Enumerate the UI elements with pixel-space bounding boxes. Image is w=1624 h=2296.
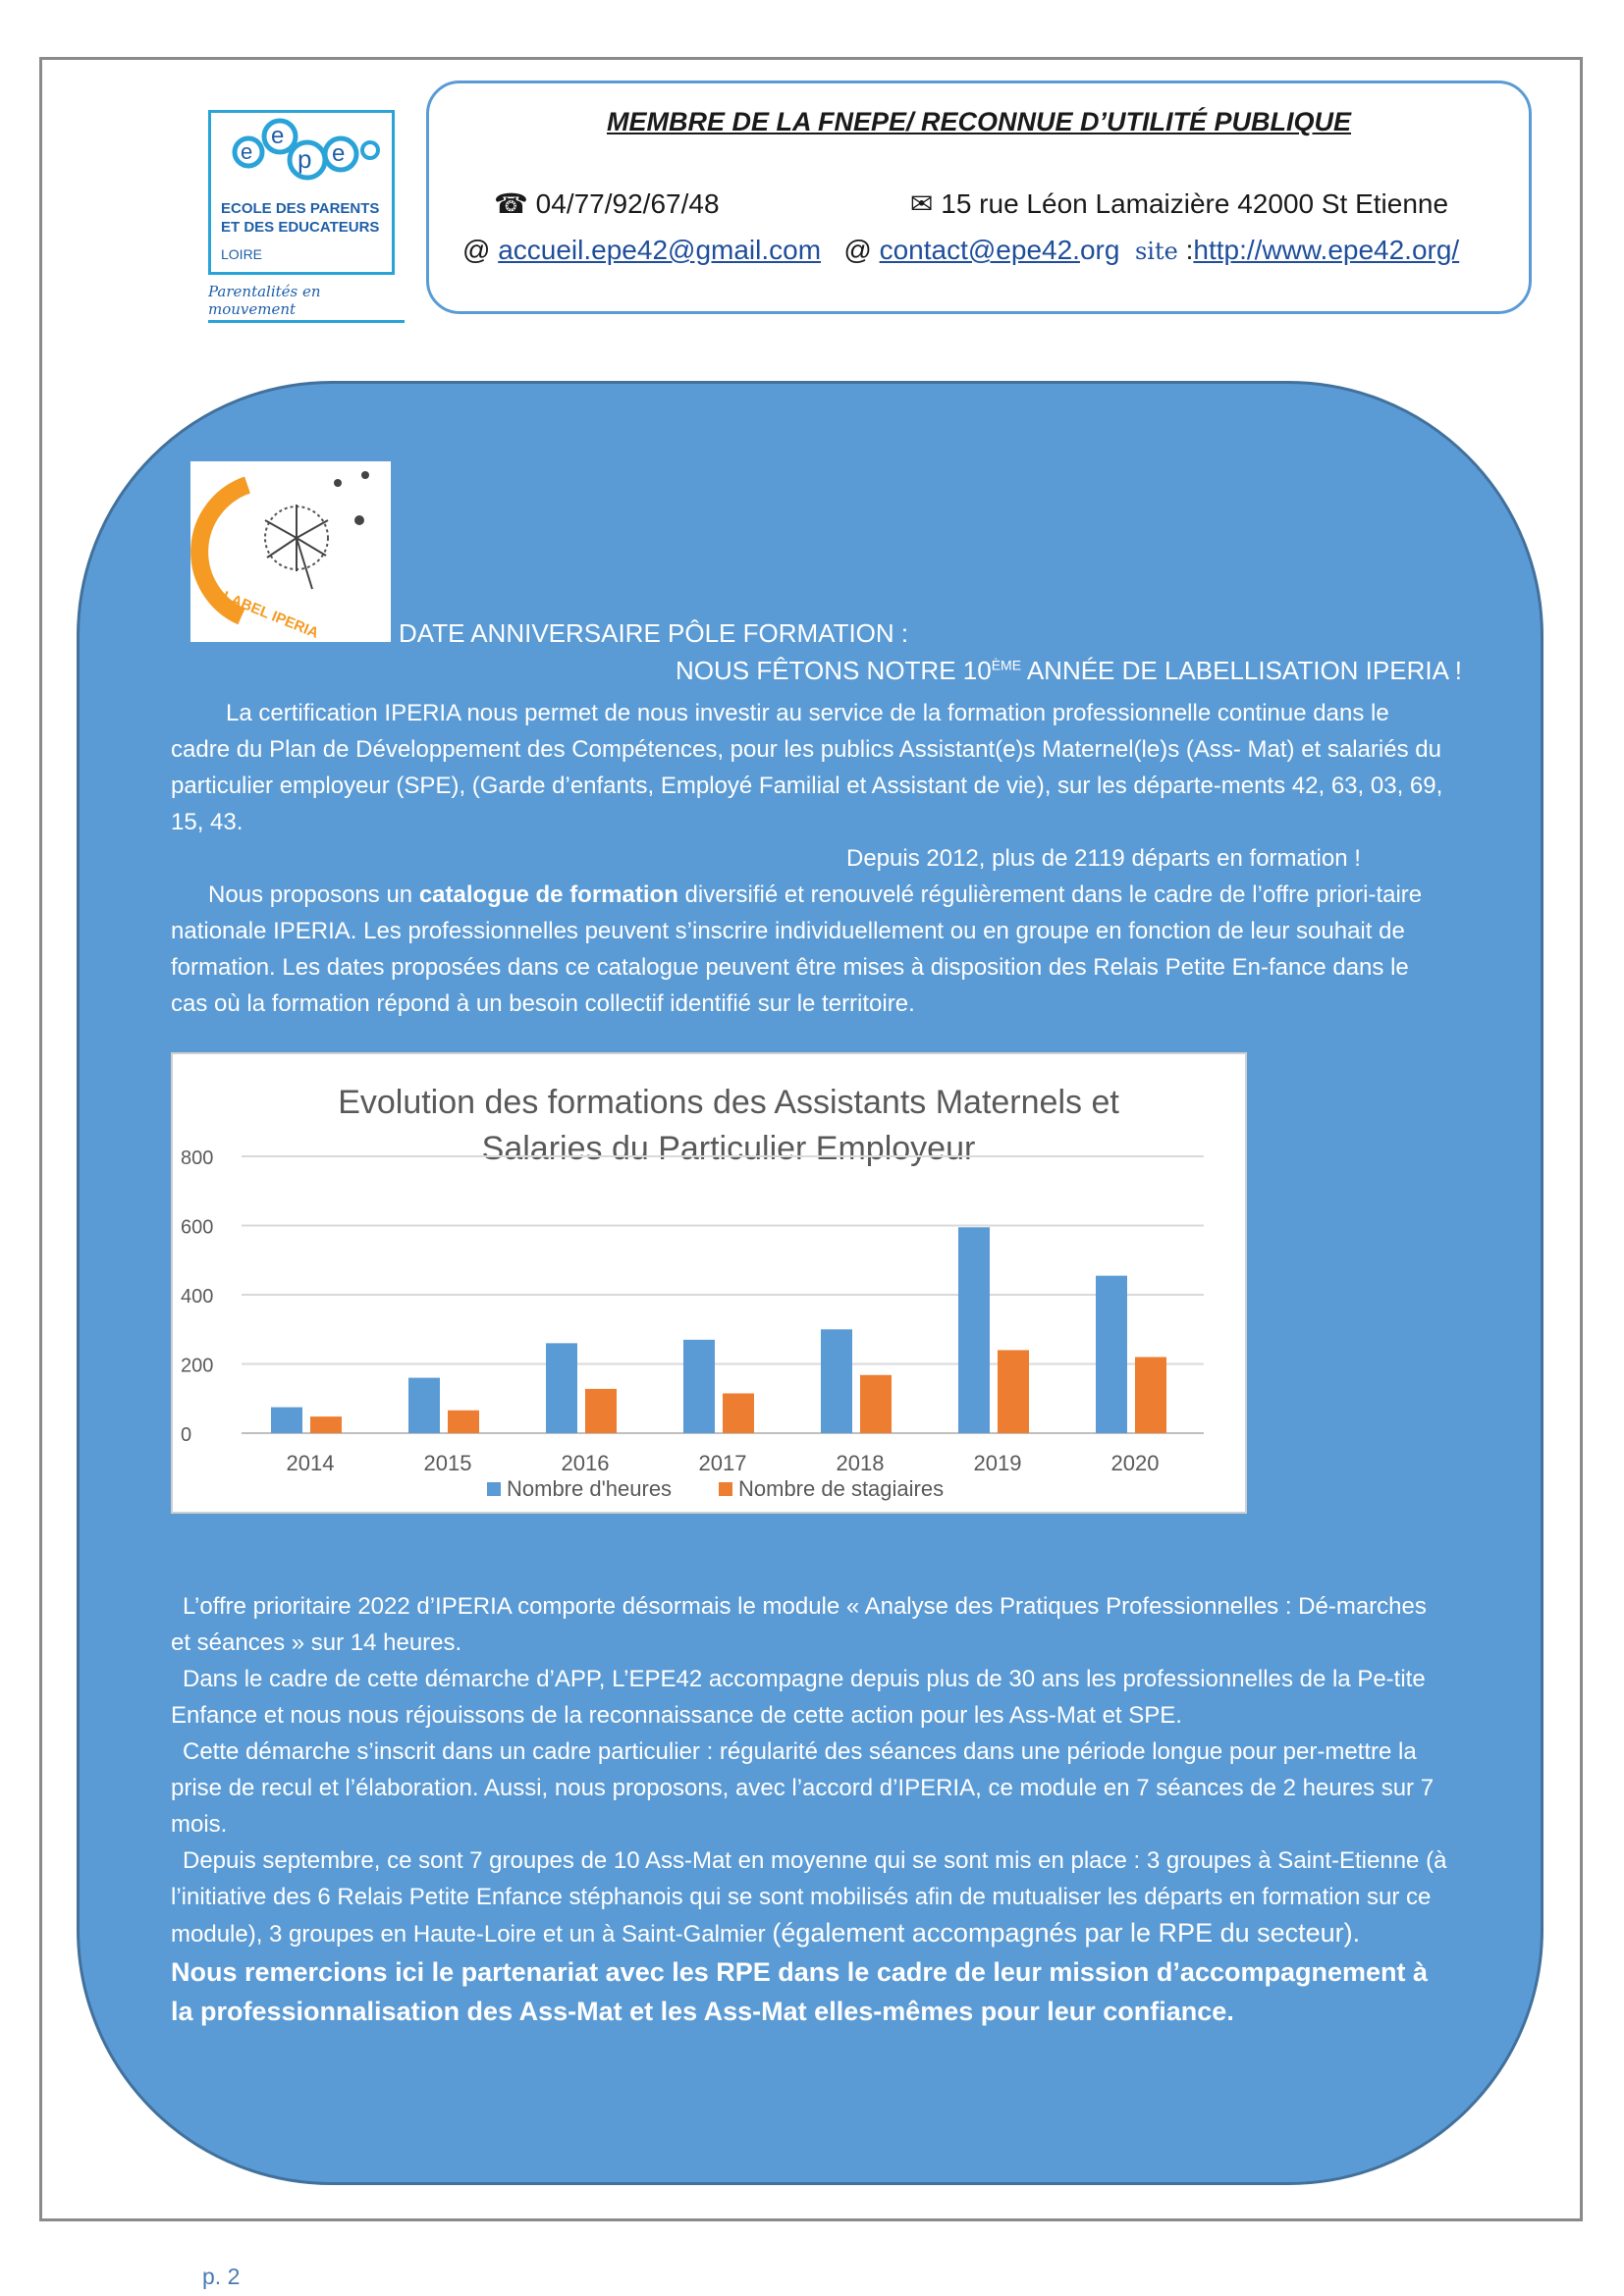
headline-line2: NOUS FÊTONS NOTRE 10ÈME ANNÉE DE LABELLISATION IPERIA ! — [676, 656, 1462, 685]
address-line — [910, 187, 1448, 220]
bar-heures-2015 — [408, 1378, 440, 1433]
bar-stagiaires-2016 — [585, 1389, 617, 1433]
envelope-icon: ✉ — [910, 188, 934, 219]
phone-line — [494, 187, 720, 220]
phone-number: 04/77/92/67/48 — [535, 188, 720, 219]
bar-heures-2014 — [271, 1408, 302, 1433]
legend-label: Nombre d'heures — [507, 1476, 673, 1501]
y-tick-label: 800 — [181, 1148, 214, 1169]
body-paragraph-4: Depuis septembre, ce sont 7 groupes de 10 Ass-Mat en moyenne qui se sont mis en place : 3 groupes à Saint-Etienne (à l’initiative des 6 Relais Petite Enfance stéphanois qui se sont mobilisés afin de mutualiser les départs en formation sur ce module), 3 groupes en Haute-Loire et un à Saint-Galmier (également accompagnés par le RPE du secteur). — [171, 1847, 1447, 1948]
email-link-accueil[interactable]: accueil.epe42@gmail.com — [498, 235, 822, 265]
chart-title-line1: Evolution des formations des Assistants Maternels et — [338, 1084, 1119, 1121]
logo-region: LOIRE — [221, 246, 263, 262]
body-paragraph-1: L’offre prioritaire 2022 d’IPERIA comporte désormais le module « Analyse des Pratiques Professionnelles : Dé-marches et séances » sur 14 heures. — [171, 1593, 1427, 1656]
svg-text:e: e — [241, 139, 253, 164]
legend-swatch — [487, 1482, 501, 1496]
bar-heures-2019 — [958, 1227, 990, 1433]
intro-paragraph-1: La certification IPERIA nous permet de nous investir au service de la formation professionnelle continue dans le cadre du Plan de Développement des Compétences, pour les publics Assistant(e)s Maternel(le)s (Ass- Mat) et salariés du particulier employeur (SPE), (Garde d’enfants, Employé Familial et Assistant de vie), sur les départe-ments 42, 63, 03, 69, 15, 43. — [171, 700, 1443, 835]
dandelion-icon — [190, 461, 391, 642]
formations-chart — [171, 1052, 1247, 1514]
page-number: p. 2 — [202, 2264, 241, 2289]
bar-stagiaires-2020 — [1135, 1357, 1166, 1433]
x-tick-label: 2019 — [973, 1451, 1022, 1475]
epe-bubbles-icon — [211, 113, 392, 201]
x-tick-label: 2017 — [698, 1451, 747, 1475]
body-paragraph-2: Dans le cadre de cette démarche d’APP, L’EPE42 accompagne depuis plus de 30 ans les professionnelles de la Pe-tite Enfance et nous nous réjouissons de la reconnaissance de cette action pour les Ass-Mat et SPE. — [171, 1666, 1426, 1729]
intro-text — [171, 695, 1447, 1022]
contact-header — [426, 80, 1532, 314]
contact-links: @ accueil.epe42@gmail.com @ contact@epe42.org site :http://www.epe42.org/ — [462, 235, 1460, 265]
y-tick-label: 200 — [181, 1355, 214, 1377]
bar-heures-2016 — [546, 1343, 577, 1433]
legend-swatch — [719, 1482, 732, 1496]
y-tick-label: 600 — [181, 1216, 214, 1239]
logo-box — [208, 110, 395, 275]
chart-svg — [173, 1054, 1249, 1516]
telephone-icon: ☎ — [494, 188, 528, 219]
thanks-paragraph: Nous remercions ici le partenariat avec les RPE dans le cadre de leur mission d’accompagnement à la professionnalisation des Ass-Mat et les Ass-Mat elles-mêmes pour leur confiance. — [171, 1957, 1429, 2026]
x-tick-label: 2014 — [286, 1451, 335, 1475]
website-link[interactable]: http://www.epe42.org/ — [1193, 235, 1460, 265]
x-tick-label: 2020 — [1110, 1451, 1160, 1475]
bar-stagiaires-2018 — [860, 1375, 892, 1433]
chart-title-line2: Salaries du Particulier Employeur — [481, 1130, 976, 1167]
svg-text:e: e — [332, 140, 346, 167]
bar-heures-2017 — [683, 1340, 715, 1433]
svg-text:e: e — [271, 123, 285, 149]
header-title: MEMBRE DE LA FNEPE/ RECONNUE D’UTILITÉ PUBLIQUE — [606, 107, 1352, 136]
label-iperia-text: LABEL IPERIA — [220, 588, 321, 642]
svg-text:p: p — [298, 144, 312, 174]
intro-paragraph-2: Nous proposons un catalogue de formation diversifié et renouvelé régulièrement dans le cadre de l’offre priori-taire nationale IPERIA. Les professionnelles peuvent s’inscrire individuellement ou en groupe en fonction de leur souhait de formation. Les dates proposées dans ce catalogue peuvent être mises à disposition des Relais Petite En-fance dans le cas où la formation répond à un besoin collectif identifié sur le territoire. — [171, 881, 1423, 1017]
y-tick-label: 400 — [181, 1286, 214, 1308]
site-label: site — [1134, 238, 1178, 265]
address-text: 15 rue Léon Lamaizière 42000 St Etienne — [941, 188, 1449, 219]
intro-since: Depuis 2012, plus de 2119 départs en formation ! — [846, 845, 1361, 872]
body-text — [171, 1588, 1447, 2031]
email-link-contact[interactable]: contact@epe42. — [879, 235, 1080, 265]
bar-heures-2018 — [821, 1329, 852, 1433]
body-paragraph-3: Cette démarche s’inscrit dans un cadre particulier : régularité des séances dans une période longue pour per-mettre la prise de recul et l’élaboration. Aussi, nous proposons, avec l’accord d’IPERIA, ce module en 7 séances de 2 heures sur 7 mois. — [171, 1738, 1435, 1838]
x-tick-label: 2018 — [836, 1451, 885, 1475]
bar-stagiaires-2019 — [998, 1350, 1029, 1433]
bar-stagiaires-2015 — [448, 1411, 479, 1433]
email-contact-suffix: org — [1079, 235, 1120, 265]
logo-tagline: Parentalités en mouvement — [208, 283, 405, 323]
bar-stagiaires-2014 — [310, 1416, 342, 1433]
label-iperia-image — [190, 461, 391, 642]
y-tick-label: 0 — [181, 1424, 192, 1446]
at-icon: @ — [843, 235, 872, 265]
x-tick-label: 2016 — [561, 1451, 610, 1475]
logo-name: ECOLE DES PARENTS ET DES EDUCATEURS — [221, 200, 380, 236]
legend-label: Nombre de stagiaires — [738, 1476, 945, 1501]
x-tick-label: 2015 — [423, 1451, 472, 1475]
epe-logo — [208, 110, 395, 318]
headline-line1: DATE ANNIVERSAIRE PÔLE FORMATION : — [399, 618, 909, 648]
bar-stagiaires-2017 — [723, 1393, 754, 1433]
bar-heures-2020 — [1096, 1276, 1127, 1433]
at-icon: @ — [462, 235, 491, 265]
